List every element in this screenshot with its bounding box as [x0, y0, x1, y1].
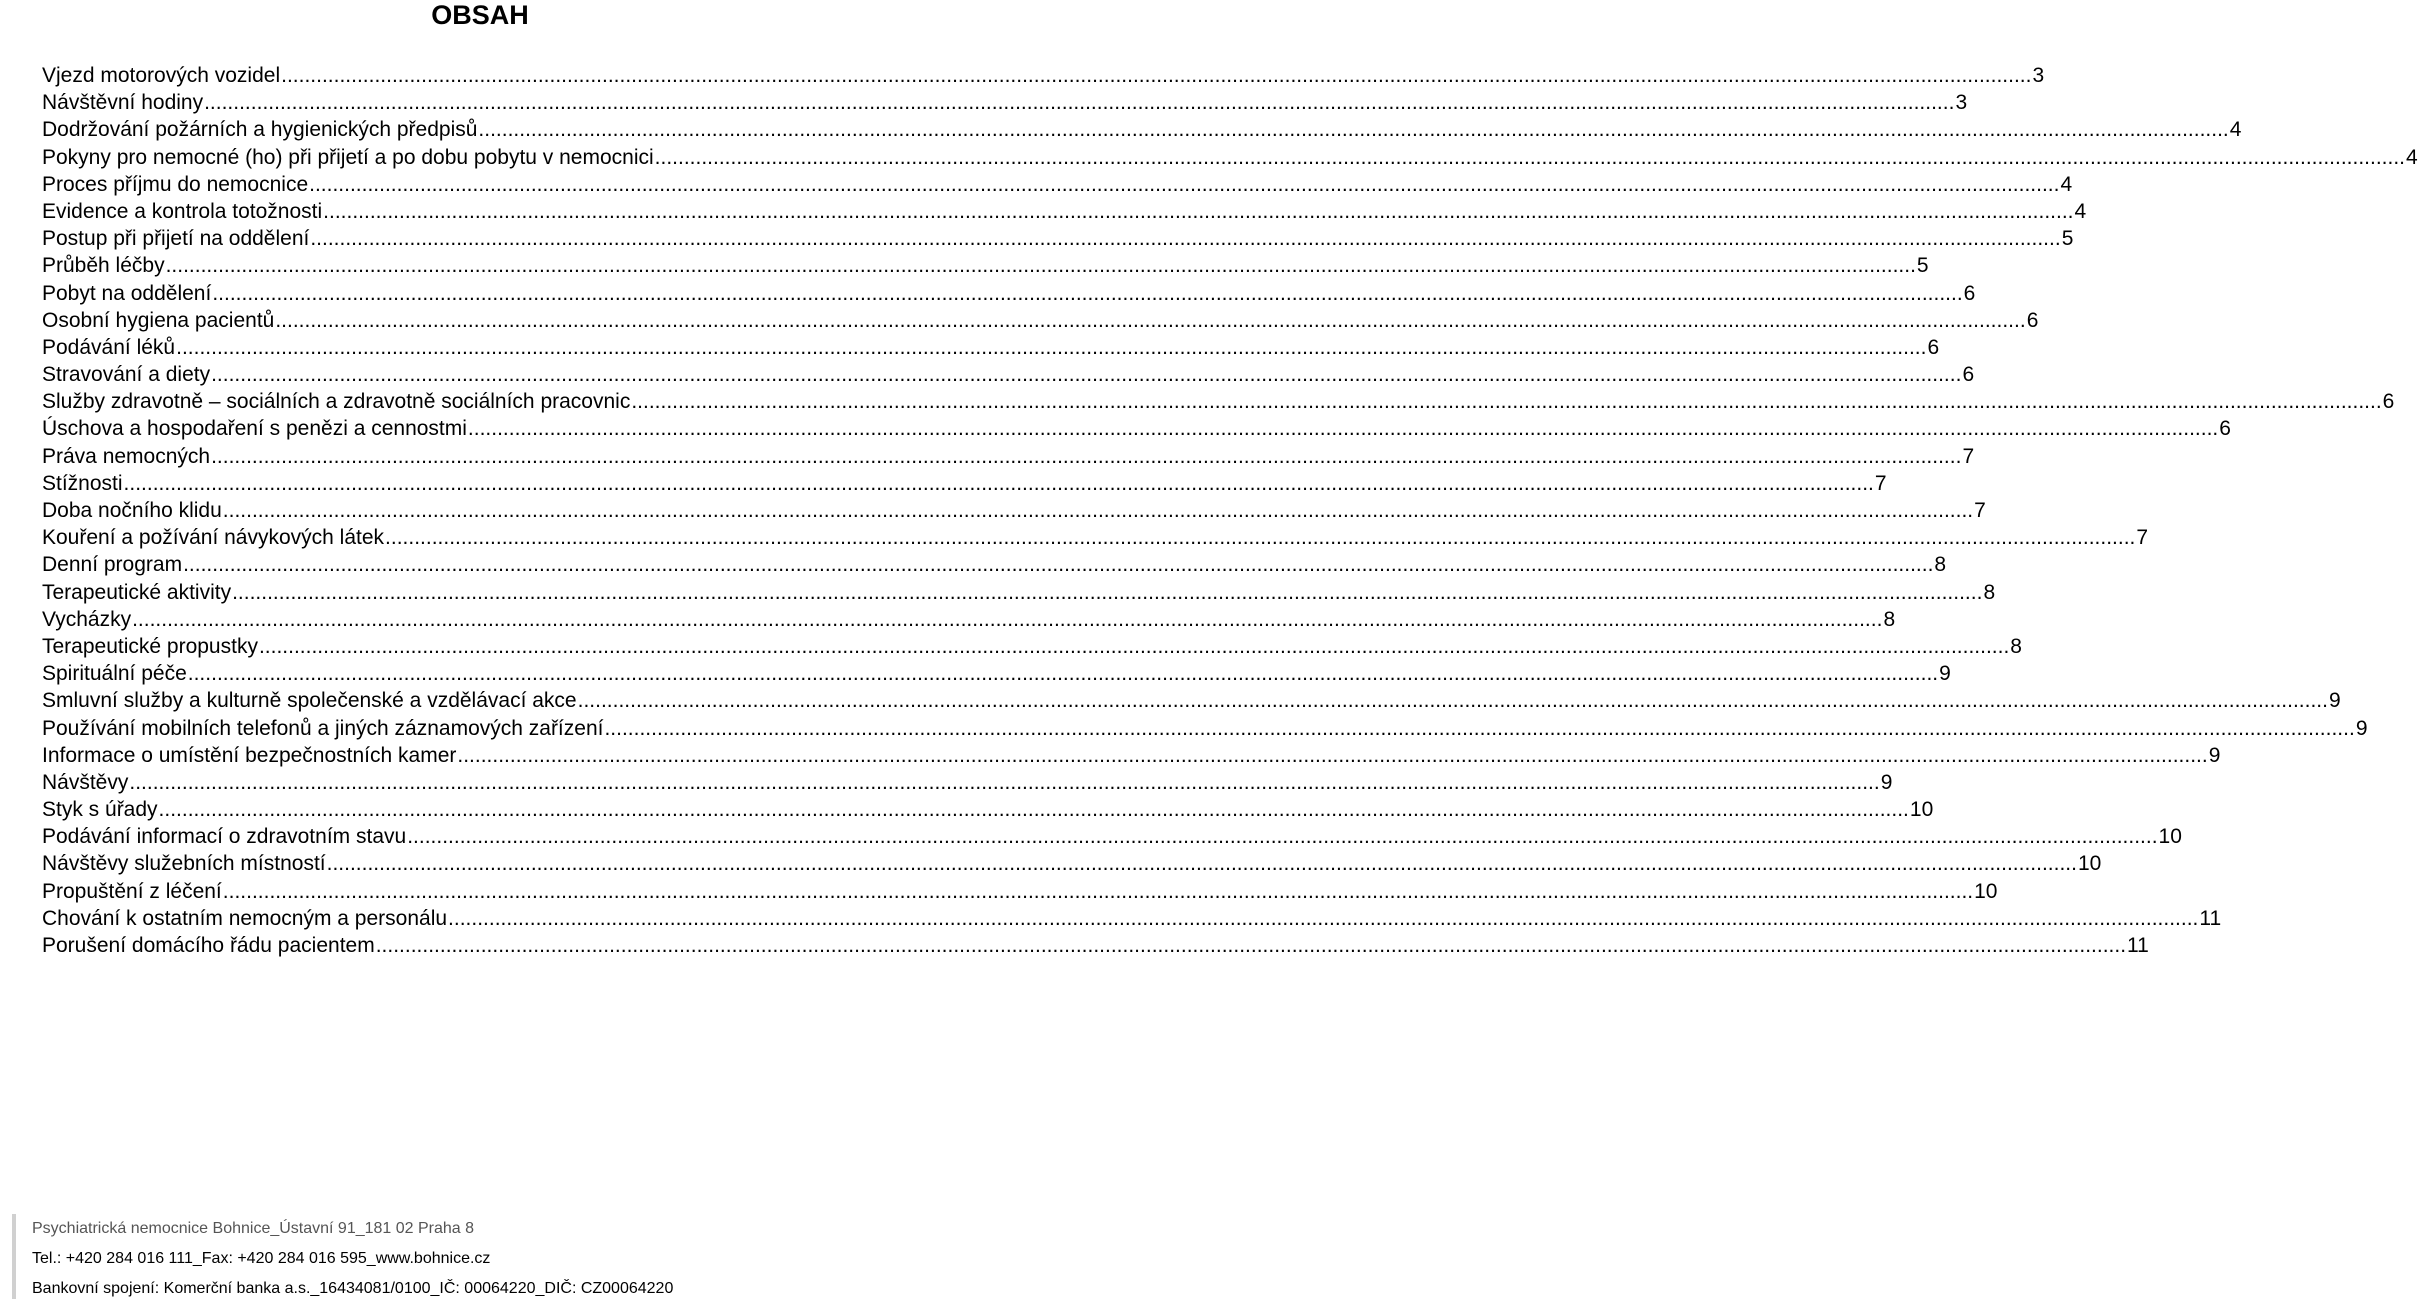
- toc-entry-title: Stížnosti: [42, 471, 123, 495]
- toc-entry-title: Práva nemocných: [42, 444, 211, 468]
- toc-entry-page: 10: [1974, 879, 1998, 903]
- toc-entry[interactable]: [42, 796, 1934, 823]
- toc-entry-page: 4: [2060, 172, 2073, 196]
- toc-leader-dots: ............................................................................................................................................................................................................................................................................................................: [478, 118, 2229, 142]
- toc-entry[interactable]: [42, 579, 1996, 606]
- toc-entry[interactable]: [42, 551, 1947, 578]
- toc-entry[interactable]: [42, 606, 1896, 633]
- toc-entry-page: 10: [2158, 825, 2182, 849]
- toc-entry-page: 9: [2355, 716, 2368, 740]
- toc-entry[interactable]: [42, 497, 1986, 524]
- toc-leader-dots: ............................................................................................................................................................................................................................................................................................................: [407, 825, 2158, 849]
- toc-leader-dots: ............................................................................................................................................................................................................................................................................................................: [129, 770, 1880, 794]
- toc-leader-dots: ............................................................................................................................................................................................................................................................................................................: [183, 553, 1934, 577]
- footer: [32, 1214, 952, 1304]
- toc-leader-dots: ............................................................................................................................................................................................................................................................................................................: [258, 634, 2010, 658]
- toc-leader-dots: ............................................................................................................................................................................................................................................................................................................: [310, 227, 2061, 251]
- toc-entry[interactable]: [42, 89, 1968, 116]
- toc-leader-dots: ............................................................................................................................................................................................................................................................................................................: [204, 91, 1955, 115]
- toc-entry-page: 4: [2229, 118, 2242, 142]
- toc-leader-dots: ............................................................................................................................................................................................................................................................................................................: [577, 689, 2328, 713]
- toc-leader-dots: ............................................................................................................................................................................................................................................................................................................: [212, 281, 1963, 305]
- toc-leader-dots: ............................................................................................................................................................................................................................................................................................................: [222, 879, 1974, 903]
- toc-entry-page: 8: [1883, 607, 1896, 631]
- toc-entry-page: 9: [1939, 662, 1951, 686]
- toc-entry-page: 9: [2328, 689, 2341, 713]
- footer-divider: [12, 1214, 16, 1299]
- toc-entry-title: Návštěvy služebních místností: [42, 852, 326, 876]
- toc-entry-title: Stravování a diety: [42, 363, 211, 387]
- toc-entry-page: 9: [1880, 770, 1893, 794]
- toc-leader-dots: ............................................................................................................................................................................................................................................................................................................: [158, 798, 1909, 822]
- toc-entry-page: 6: [1927, 335, 1940, 359]
- toc-entry-title: Kouření a požívání návykových látek: [42, 526, 385, 550]
- toc-entry-page: 10: [1909, 798, 1934, 822]
- toc-entry[interactable]: [42, 198, 2087, 225]
- toc-entry-title: Vjezd motorových vozidel: [42, 64, 281, 87]
- toc-leader-dots: ............................................................................................................................................................................................................................................................................................................: [275, 308, 2026, 332]
- table-of-contents: [42, 62, 2418, 959]
- toc-leader-dots: ............................................................................................................................................................................................................................................................................................................: [467, 417, 2219, 441]
- toc-leader-dots: ............................................................................................................................................................................................................................................................................................................: [211, 363, 1962, 387]
- toc-entry[interactable]: [42, 905, 2222, 932]
- toc-leader-dots: ............................................................................................................................................................................................................................................................................................................: [132, 607, 1883, 631]
- toc-entry[interactable]: [42, 742, 2221, 769]
- toc-entry-title: Styk s úřady: [42, 798, 158, 822]
- toc-entry-title: Pobyt na oddělení: [42, 281, 212, 305]
- footer-contact: Tel.: +420 284 016 111_Fax: +420 284 016 595_www.bohnice.cz: [32, 1250, 491, 1267]
- toc-leader-dots: ............................................................................................................................................................................................................................................................................................................: [448, 906, 2199, 930]
- toc-entry-title: Služby zdravotně – sociálních a zdravotně sociálních pracovnic: [42, 390, 631, 414]
- toc-entry-title: Proces příjmu do nemocnice: [42, 172, 309, 196]
- toc-entry-title: Podávání informací o zdravotním stavu: [42, 825, 407, 849]
- toc-entry-title: Terapeutické aktivity: [42, 580, 232, 604]
- toc-entry-title: Úschova a hospodaření s penězi a cennostmi: [42, 417, 467, 441]
- toc-entry-page: 7: [1874, 471, 1887, 495]
- toc-entry-page: 8: [2010, 634, 2022, 658]
- toc-entry[interactable]: [42, 252, 1929, 279]
- toc-entry-title: Propuštění z léčení: [42, 879, 222, 903]
- toc-entry[interactable]: [42, 878, 1998, 905]
- toc-entry[interactable]: [42, 334, 1940, 361]
- toc-entry-title: Používání mobilních telefonů a jiných záznamových zařízení: [42, 716, 604, 740]
- toc-leader-dots: ............................................................................................................................................................................................................................................................................................................: [187, 662, 1939, 686]
- toc-entry-title: Terapeutické propustky: [42, 634, 258, 658]
- toc-leader-dots: ............................................................................................................................................................................................................................................................................................................: [222, 499, 1974, 522]
- toc-entry[interactable]: [42, 932, 2149, 959]
- toc-leader-dots: ............................................................................................................................................................................................................................................................................................................: [654, 145, 2406, 169]
- toc-entry[interactable]: [42, 524, 2149, 551]
- toc-entry-page: 6: [1962, 363, 1975, 387]
- toc-leader-dots: ............................................................................................................................................................................................................................................................................................................: [211, 444, 1962, 468]
- toc-entry[interactable]: [42, 769, 1893, 796]
- toc-entry-page: 5: [1916, 254, 1929, 278]
- toc-entry-title: Průběh léčby: [42, 254, 165, 278]
- toc-entry[interactable]: [42, 443, 1975, 470]
- footer-bank-info: Bankovní spojení: Komerční banka a.s._16434081/0100_IČ: 00064220_DIČ: CZ00064220: [32, 1280, 674, 1297]
- toc-entry[interactable]: [42, 850, 2102, 877]
- toc-entry-title: Postup při přijetí na oddělení: [42, 227, 310, 251]
- toc-entry[interactable]: [42, 823, 2182, 850]
- toc-entry-title: Dodržování požárních a hygienických předpisů: [42, 118, 478, 142]
- toc-entry[interactable]: [42, 225, 2074, 252]
- toc-entry-page: 10: [2077, 852, 2102, 876]
- toc-entry[interactable]: [42, 415, 2231, 442]
- footer-address: Psychiatrická nemocnice Bohnice_Ústavní 91_181 02 Praha 8: [32, 1220, 475, 1237]
- toc-entry-page: 9: [2208, 743, 2221, 767]
- toc-entry-title: Podávání léků: [42, 335, 176, 359]
- toc-entry-title: Chování k ostatním nemocným a personálu: [42, 906, 448, 930]
- toc-entry-page: 3: [1955, 91, 1968, 115]
- toc-entry[interactable]: [42, 633, 2022, 660]
- toc-leader-dots: ............................................................................................................................................................................................................................................................................................................: [323, 199, 2074, 223]
- toc-entry[interactable]: [42, 62, 2045, 89]
- toc-entry[interactable]: [42, 361, 1975, 388]
- toc-entry-page: 7: [1962, 444, 1975, 468]
- toc-entry-title: Doba nočního klidu: [42, 499, 222, 522]
- toc-leader-dots: ............................................................................................................................................................................................................................................................................................................: [123, 471, 1874, 495]
- toc-leader-dots: ............................................................................................................................................................................................................................................................................................................: [375, 934, 2127, 957]
- toc-entry-page: 6: [2382, 390, 2395, 414]
- toc-entry-title: Návštěvní hodiny: [42, 91, 204, 115]
- toc-entry[interactable]: [42, 715, 2368, 742]
- toc-entry-page: 4: [2406, 145, 2418, 169]
- toc-entry-title: Evidence a kontrola totožnosti: [42, 199, 323, 223]
- toc-entry-page: 7: [1974, 499, 1986, 522]
- toc-entry[interactable]: [42, 144, 2418, 171]
- toc-leader-dots: ............................................................................................................................................................................................................................................................................................................: [326, 852, 2077, 876]
- toc-entry-page: 5: [2061, 227, 2074, 251]
- toc-entry-page: 6: [2219, 417, 2231, 441]
- toc-entry-page: 6: [2026, 308, 2039, 332]
- toc-entry[interactable]: [42, 470, 1887, 497]
- toc-leader-dots: ............................................................................................................................................................................................................................................................................................................: [281, 64, 2032, 87]
- toc-entry[interactable]: [42, 116, 2242, 143]
- toc-entry[interactable]: [42, 660, 1951, 687]
- toc-entry[interactable]: [42, 687, 2341, 714]
- toc-entry-page: 8: [1983, 580, 1996, 604]
- toc-entry[interactable]: [42, 388, 2395, 415]
- toc-entry[interactable]: [42, 307, 2039, 334]
- toc-entry-title: Informace o umístění bezpečnostních kamer: [42, 743, 457, 767]
- toc-entry-title: Pokyny pro nemocné (ho) při přijetí a po dobu pobytu v nemocnici: [42, 145, 654, 169]
- toc-leader-dots: ............................................................................................................................................................................................................................................................................................................: [309, 172, 2060, 196]
- toc-entry-page: 3: [2032, 64, 2045, 87]
- toc-entry-title: Osobní hygiena pacientů: [42, 308, 275, 332]
- toc-leader-dots: ............................................................................................................................................................................................................................................................................................................: [385, 526, 2136, 550]
- toc-entry-title: Porušení domácího řádu pacientem: [42, 934, 375, 957]
- toc-leader-dots: ............................................................................................................................................................................................................................................................................................................: [604, 716, 2355, 740]
- toc-leader-dots: ............................................................................................................................................................................................................................................................................................................: [165, 254, 1916, 278]
- toc-entry-page: 4: [2074, 199, 2087, 223]
- toc-leader-dots: ............................................................................................................................................................................................................................................................................................................: [176, 335, 1927, 359]
- toc-entry-title: Smluvní služby a kulturně společenské a vzdělávací akce: [42, 689, 577, 713]
- toc-leader-dots: ............................................................................................................................................................................................................................................................................................................: [232, 580, 1983, 604]
- toc-entry-page: 11: [2199, 906, 2222, 930]
- toc-entry-page: 8: [1934, 553, 1947, 577]
- page-title: OBSAH: [431, 0, 529, 30]
- toc-leader-dots: ............................................................................................................................................................................................................................................................................................................: [457, 743, 2208, 767]
- toc-entry-title: Vycházky: [42, 607, 132, 631]
- toc-entry-title: Návštěvy: [42, 770, 129, 794]
- toc-leader-dots: ............................................................................................................................................................................................................................................................................................................: [631, 390, 2382, 414]
- toc-entry[interactable]: [42, 171, 2073, 198]
- toc-entry[interactable]: [42, 280, 1976, 307]
- toc-entry-page: 11: [2127, 934, 2149, 957]
- toc-entry-page: 6: [1963, 281, 1976, 305]
- toc-entry-title: Denní program: [42, 553, 183, 577]
- toc-entry-title: Spirituální péče: [42, 662, 187, 686]
- toc-entry-page: 7: [2136, 526, 2149, 550]
